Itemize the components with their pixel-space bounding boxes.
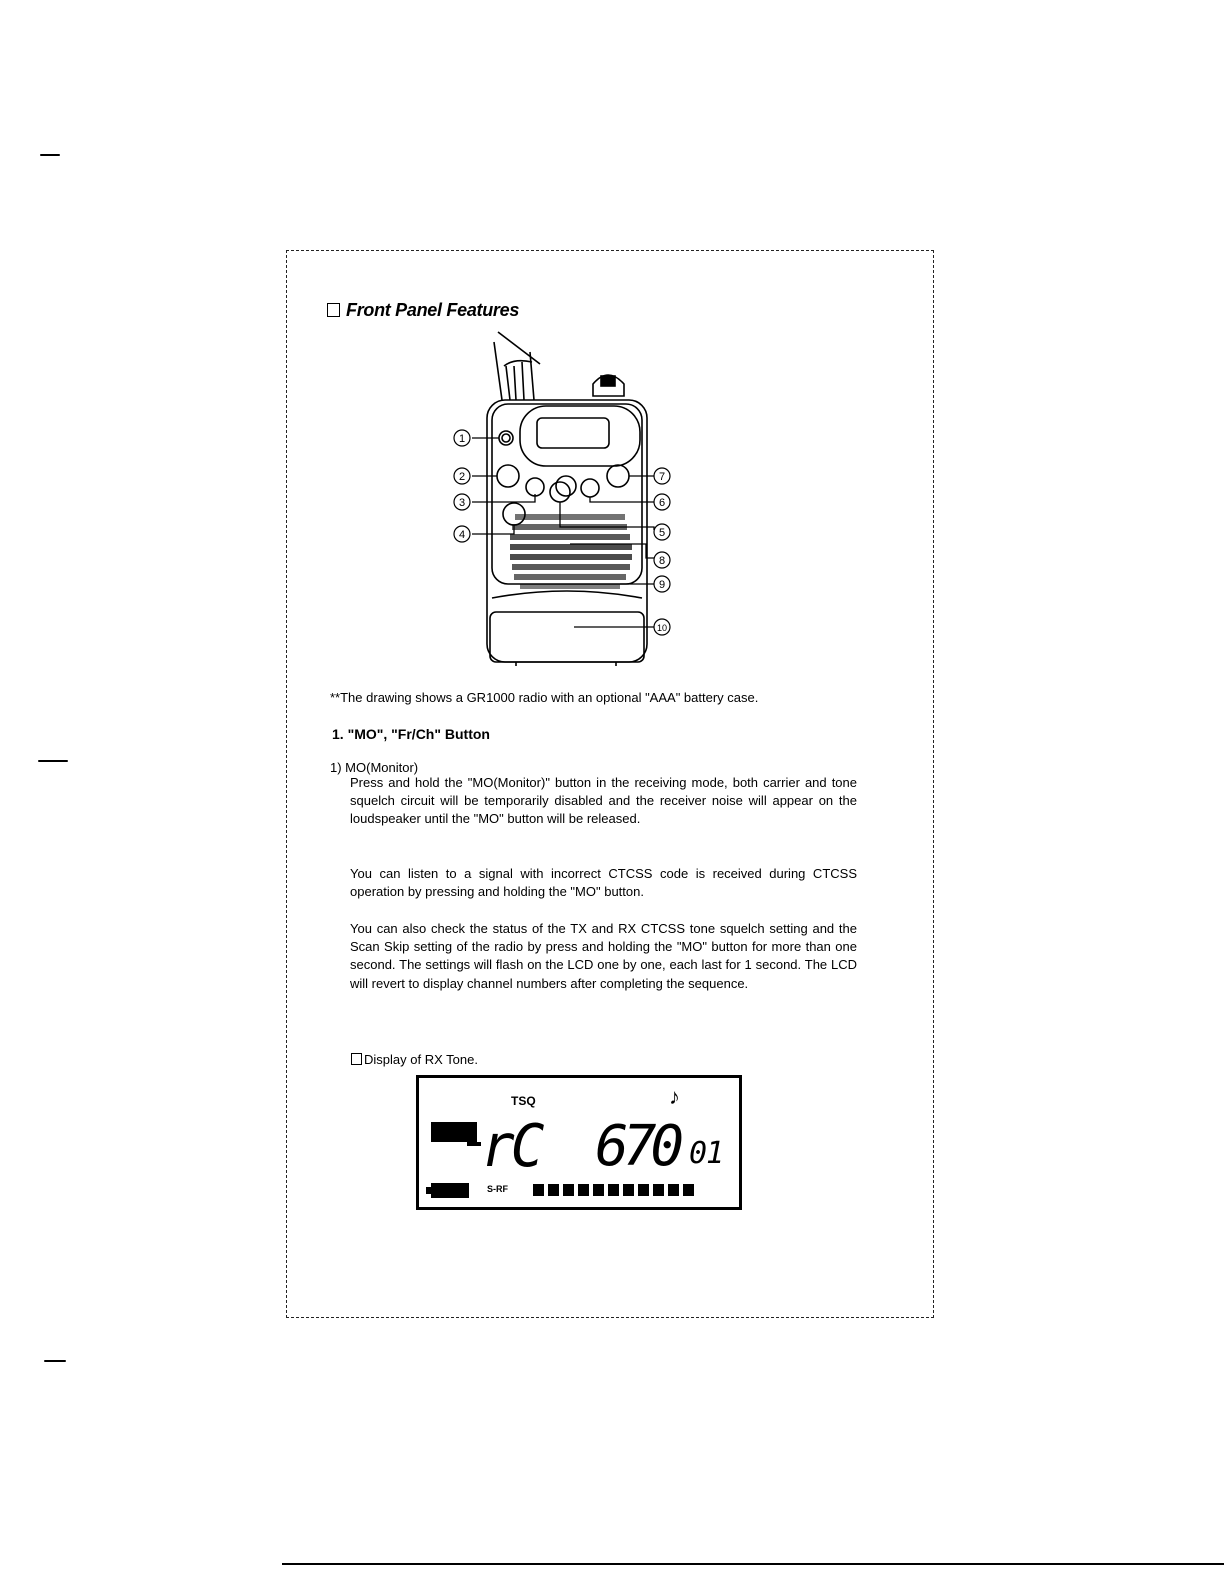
caption-text: Display of RX Tone.: [364, 1052, 478, 1067]
signal-meter-segment: [563, 1184, 574, 1196]
bottom-rule: [282, 1563, 1224, 1565]
callout-5: 5: [658, 527, 666, 539]
radio-front-panel-drawing: [440, 322, 700, 667]
signal-meter-segment: [638, 1184, 649, 1196]
heading-text: Front Panel Features: [346, 300, 520, 320]
lcd-display: [416, 1075, 742, 1210]
paragraph-2: You can listen to a signal with incorrect CTCSS code is received during CTCSS operation by pressing and holding the "MO" button.: [350, 866, 857, 900]
lcd-meter-label: S-RF: [487, 1184, 508, 1194]
section-title: 1. "MO", "Fr/Ch" Button: [332, 726, 490, 742]
callout-3: 3: [458, 497, 466, 509]
lcd-caption: [351, 1052, 478, 1067]
checkbox-icon: [351, 1053, 362, 1065]
signal-meter-segment: [533, 1184, 544, 1196]
lcd-tsq-indicator: TSQ: [511, 1094, 536, 1108]
callout-1: 1: [458, 433, 466, 445]
lcd-tone-value: 670: [595, 1114, 679, 1179]
margin-mark-top: [40, 154, 60, 156]
signal-meter-segment: [653, 1184, 664, 1196]
battery-icon: [431, 1183, 469, 1198]
callout-9: 9: [658, 579, 666, 591]
signal-meter-segment: [623, 1184, 634, 1196]
checkbox-icon: [327, 303, 340, 317]
callout-4: 4: [458, 529, 466, 541]
margin-mark-bottom: [44, 1360, 66, 1362]
signal-meter-segment: [608, 1184, 619, 1196]
signal-meter-segment: [578, 1184, 589, 1196]
callout-2: 2: [458, 471, 466, 483]
paragraph-1: Press and hold the "MO(Monitor)" button in the receiving mode, both carrier and tone squelch circuit will be temporarily disabled and the receiver noise will appear on the loudspeaker until the "MO" button will be released.: [350, 775, 857, 827]
signal-meter-bars: [533, 1184, 694, 1196]
lcd-minus-segment: [467, 1142, 481, 1146]
callout-8: 8: [658, 555, 666, 567]
lcd-block-segment: [431, 1122, 477, 1142]
paragraph-3: You can also check the status of the TX and RX CTCSS tone squelch setting and the Scan Skip setting of the radio by press and holding the "MO" button for more than one second. The settings will flash on the LCD one by one, each last for 1 second. The LCD will revert to display channel numbers after completing the sequence.: [350, 921, 857, 991]
callout-6: 6: [658, 497, 666, 509]
subsection-title: 1) MO(Monitor): [330, 760, 419, 775]
margin-mark-middle: [38, 760, 68, 762]
drawing-note: **The drawing shows a GR1000 radio with an optional "AAA" battery case.: [330, 690, 759, 705]
callout-7: 7: [658, 471, 666, 483]
callout-10: 10: [656, 623, 668, 633]
signal-meter-segment: [548, 1184, 559, 1196]
music-note-icon: ♪: [669, 1084, 680, 1109]
lcd-mode-text: rC: [481, 1112, 541, 1181]
section-heading: [327, 300, 519, 321]
signal-meter-segment: [683, 1184, 694, 1196]
signal-meter-segment: [593, 1184, 604, 1196]
lcd-channel-number: 01: [689, 1136, 724, 1171]
signal-meter-segment: [668, 1184, 679, 1196]
